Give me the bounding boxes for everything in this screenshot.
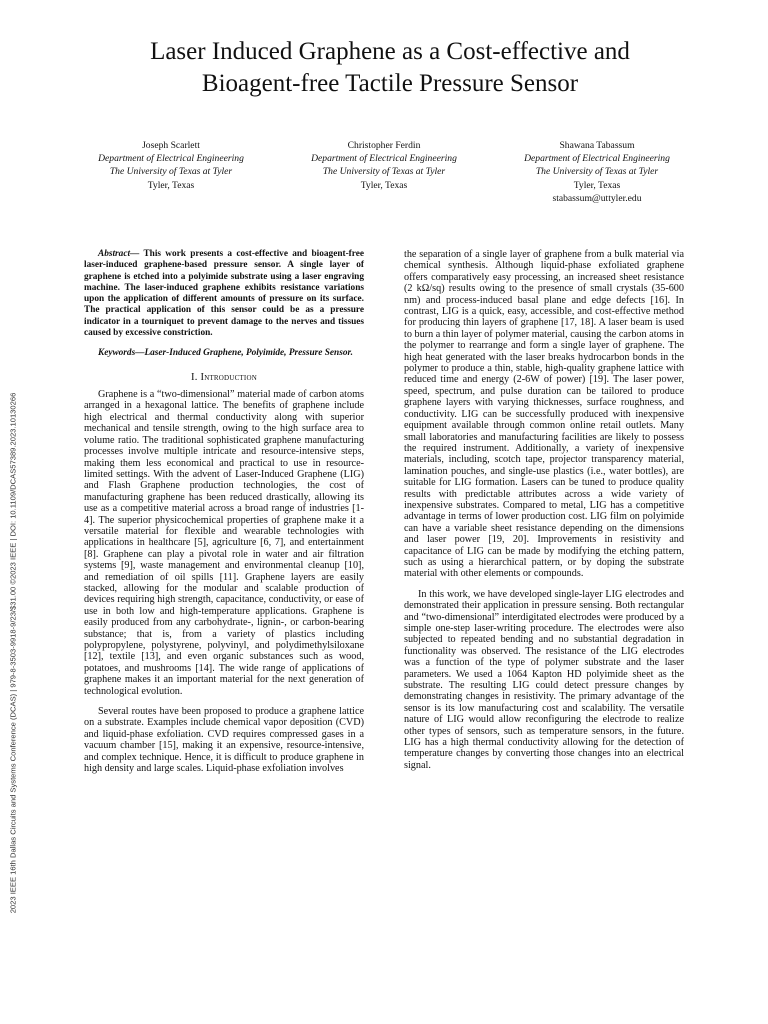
author-university: The University of Texas at Tyler — [535, 166, 659, 178]
copyright-sidebar — [6, 308, 20, 998]
sidebar-text: 2023 IEEE 16th Dallas Circuits and Systems Conference (DCAS) | 979-8-3503-9918-9/23/$31.00 ©2023 IEEE | DOI: 10.1109/DCAS57389.2023.10130266 — [8, 392, 18, 914]
author-1 — [66, 139, 276, 192]
author-university: The University of Texas at Tyler — [109, 166, 233, 178]
author-name: Shawana Tabassum — [559, 140, 635, 151]
abstract-text: This work presents a cost-effective and bioagent-free laser-induced graphene-based pressure sensor. A single layer of graphene is etched into a polyimide substrate using a laser engraving machine. The laser-induced graphene exhibits resistance variations upon the application of different amounts of pressure on its surface. The practical application of this sensor could be as a pressure indicator in a tourniquet to prevent damage to the nerves and tissues caused by excessive constriction. — [84, 249, 364, 339]
body-paragraph: Graphene is a “two-dimensional” material made of carbon atoms arranged in a hexagonal lattice. The benefits of graphene include high electrical and thermal conductivity along with superior mechanical and tensile strength, owing to the high surface area to volume ratio. The traditional sophisticated graphene manufacturing processes involve multiple intricate and resource-intensive steps, making them less economical and practical to use in resource-limited settings. With the advent of Laser-Induced Graphene (LIG) and Flash Graphene production technologies, the cost of manufacturing graphene has been reduced drastically, allowing its use as a competitive material across a broad range of industries [1-4]. The superior physicochemical properties of graphene make it a versatile material for flexible and wearable technologies with applications in healthcare [5], agriculture [6, 7], and entertainment [8]. Graphene can play a pivotal role in water and air filtration systems [9], waste management and environmental cleanup [10], and remediation of oil spills [11]. Graphene layers are easily stacked, allowing for the modular and scalable production of devices requiring high strength, capacitance, conductivity, or ease of use in both low and high-temperature applications. Graphene is easily produced from any carbohydrate-, lignin-, or carbon-bearing substance; that is, from a variety of plastics including polypropylene, polystyrene, polyvinyl, and polydimethylsiloxane [12], textile [13], and even organic substances such as wood, potatoes, and mushrooms [14]. The wide range of applications of graphene makes it an important material for the next generation of technological evolution. — [84, 389, 364, 697]
author-department: Department of Electrical Engineering — [311, 153, 457, 165]
body-paragraph: In this work, we have developed single-layer LIG electrodes and demonstrated their application in pressure sensing. Both rectangular and “two-dimensional” interdigitated electrodes were produced by a simple one-step laser-writing procedure. The electrodes were also subjected to repeated bending and no substantial degradation in functionality was observed. The resistance of the LIG electrodes was a function of the type of polymer substrate and the laser parameters. We used a 1064 Kapton HD polyimide sheet as the substrate. The resulting LIG could detect pressure changes by demonstrating changes in resistivity. The primary advantage of the sensor is its low manufacturing cost and scalability. The versatile nature of LIG would allow reconfiguring the electrode to realize other types of sensors, such as temperature sensors, in the future. LIG has a high thermal conductivity allowing for the detection of temperature changes by converting those changes into an electrical signal. — [404, 588, 684, 771]
left-column — [84, 249, 364, 774]
abstract-lead: Abstract— — [98, 249, 140, 259]
paper-title — [60, 36, 720, 100]
abstract — [84, 249, 364, 339]
author-name: Christopher Ferdin — [347, 140, 421, 151]
body-paragraph: Several routes have been proposed to produce a graphene lattice on a substrate. Examples include chemical vapor deposition (CVD) and liquid-phase exfoliation. CVD requires compressed gases in a vacuum chamber [15], making it an expensive, resource-intensive, and complex technique. Hence, it is difficult to produce graphene in high density and large scales. Liquid-phase exfoliation involves — [84, 706, 364, 775]
author-department: Department of Electrical Engineering — [524, 153, 670, 165]
body-paragraph: the separation of a single layer of graphene from a bulk material via chemical synthesis. Although liquid-phase exfoliated graphene offers comparatively easy processing, an increased sheet resistance (2 kΩ/sq) results owing to the presence of small crystals (35-600 nm) and process-induced basal plane and edge defects [16]. In contrast, LIG is a quick, easy, accessible, and cost-effective method for producing thin layers of graphene [17, 18]. A laser beam is used to burn a thin layer of polymer material, causing the carbon atoms in the polymer to rearrange and form a single layer of graphene. The high heat generated with the laser breaks hydrocarbon bonds in the polymer to produce a thin, stable, high-quality graphene lattice with reduced time and energy (2-6W of power) [19]. The laser power, speed, spectrum, and pulse duration can be tailored to produce graphene layers with varying thicknesses, surface roughness, and conductivity. LIG can be successfully produced with inexpensive equipment available through common online retail outlets. Many small laboratories and manufacturing facilities are likely to possess the required instrument. Additionally, a variety of inexpensive materials, including, scotch tape, projector transparency material, lamination pouches, and single-use plastics (i.e., water bottles), are suitable for LIG formation. Lasers can be tuned to produce quality results with predictable attributes across a wide variety of inexpensive substrates. Compared to metal, LIG has a competitive advantage in terms of lower production cost. LIG film on polyimide can have a variable sheet resistance depending on the dimensions and laser power [19, 20]. Improvements in resistivity and capacitance of LIG can be made by modifying the etching pattern, such as using a hierarchical pattern, or by doping the substrate material with other elements or compounds. — [404, 249, 684, 580]
section-heading: I. Introduction — [191, 371, 257, 383]
title-line-1: Laser Induced Graphene as a Cost-effective and — [150, 38, 630, 65]
author-name: Joseph Scarlett — [142, 140, 200, 151]
author-email[interactable]: stabassum@uttyler.edu — [552, 192, 642, 204]
author-2 — [279, 139, 489, 192]
author-location: Tyler, Texas — [147, 179, 195, 191]
author-3 — [492, 139, 702, 205]
author-university: The University of Texas at Tyler — [322, 166, 446, 178]
title-line-2: Bioagent-free Tactile Pressure Sensor — [201, 70, 579, 97]
right-column — [404, 249, 684, 771]
author-department: Department of Electrical Engineering — [98, 153, 244, 165]
author-location: Tyler, Texas — [360, 179, 408, 191]
author-location: Tyler, Texas — [573, 179, 621, 191]
keywords: Keywords—Laser-Induced Graphene, Polyimide, Pressure Sensor. — [98, 348, 353, 359]
